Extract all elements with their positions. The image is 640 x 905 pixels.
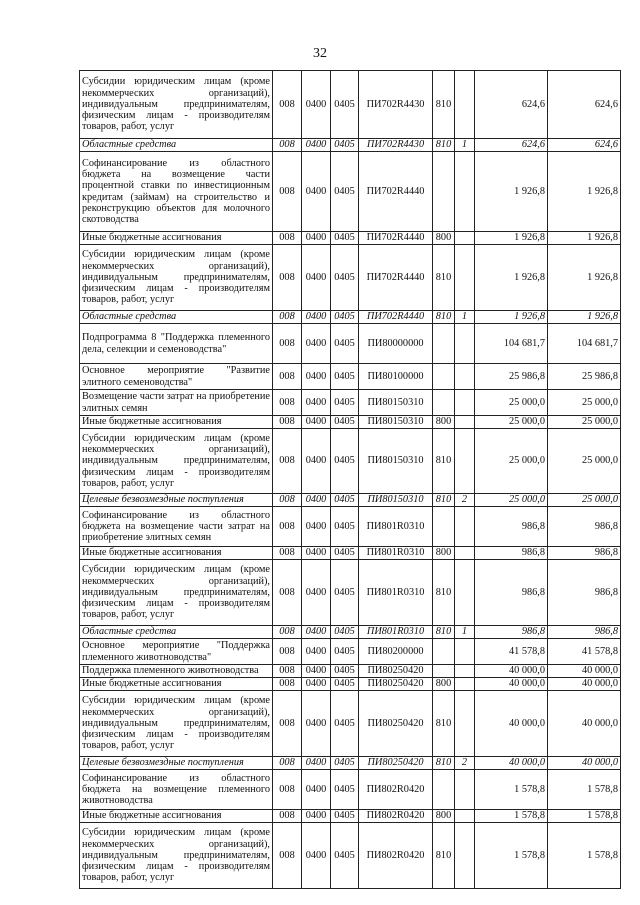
subsection-code-cell: 0405 [331,152,359,232]
table-row [80,71,621,139]
expense-type-code-cell [433,390,455,416]
subsection-code-cell: 0405 [331,678,359,691]
subsection-code-cell: 0405 [331,547,359,560]
funding-source-cell [455,245,475,311]
amount-year2-cell: 1 578,8 [548,823,621,889]
amount-year2-cell: 104 681,7 [548,324,621,364]
funding-source-row [80,494,621,507]
funding-source-cell [455,691,475,757]
ministry-code-cell: 008 [273,416,302,429]
section-code-cell: 0400 [302,311,331,324]
row-name-cell: Субсидии юридическим лицам (кроме некоммерческих организаций), индивидуальным предпринимателям, физическим лицам - производителям товаров, работ, услуг [80,71,273,139]
funding-source-cell: 1 [455,139,475,152]
amount-year1-cell: 1 578,8 [475,770,548,810]
subsection-code-cell: 0405 [331,71,359,139]
funding-source-cell [455,232,475,245]
row-name-cell: Иные бюджетные ассигнования [80,547,273,560]
amount-year2-cell: 986,8 [548,626,621,639]
funding-source-cell [455,324,475,364]
section-code-cell: 0400 [302,429,331,494]
expense-type-code-cell: 810 [433,71,455,139]
expense-type-code-cell: 810 [433,139,455,152]
funding-source-row [80,311,621,324]
amount-year2-cell: 25 986,8 [548,364,621,390]
row-name-cell: Иные бюджетные ассигнования [80,810,273,823]
table-row [80,364,621,390]
expense-type-code-cell [433,152,455,232]
section-code-cell: 0400 [302,691,331,757]
row-name-cell: Субсидии юридическим лицам (кроме некоммерческих организаций), индивидуальным предпринимателям, физическим лицам - производителям товаров, работ, услуг [80,691,273,757]
row-name-cell: Софинансирование из областного бюджета на возмещение части процентной ставки по инвестиционным кредитам (займам) на строительство и реконструкцию объектов для молочного скотоводства [80,152,273,232]
row-name-cell: Подпрограмма 8 "Поддержка племенного дела, селекции и семеноводства" [80,324,273,364]
funding-source-cell: 1 [455,311,475,324]
expense-type-code-cell: 810 [433,757,455,770]
row-name-cell: Иные бюджетные ассигнования [80,416,273,429]
funding-source-cell [455,823,475,889]
expense-type-code-cell [433,770,455,810]
expense-type-code-cell: 810 [433,311,455,324]
amount-year1-cell: 1 926,8 [475,152,548,232]
row-name-cell: Основное мероприятие "Развитие элитного семеноводства" [80,364,273,390]
section-code-cell: 0400 [302,416,331,429]
row-name-cell: Поддержка племенного животноводства [80,665,273,678]
target-article-code-cell: ПИ702R4440 [359,311,433,324]
ministry-code-cell: 008 [273,139,302,152]
target-article-code-cell: ПИ80250420 [359,678,433,691]
amount-year2-cell: 41 578,8 [548,639,621,665]
amount-year2-cell: 1 578,8 [548,770,621,810]
subsection-code-cell: 0405 [331,507,359,547]
amount-year2-cell: 1 926,8 [548,152,621,232]
ministry-code-cell: 008 [273,770,302,810]
section-code-cell: 0400 [302,823,331,889]
amount-year1-cell: 1 926,8 [475,245,548,311]
target-article-code-cell: ПИ702R4430 [359,139,433,152]
subsection-code-cell: 0405 [331,626,359,639]
row-name-cell: Субсидии юридическим лицам (кроме некоммерческих организаций), индивидуальным предпринимателям, физическим лицам - производителям товаров, работ, услуг [80,245,273,311]
target-article-code-cell: ПИ801R0310 [359,547,433,560]
target-article-code-cell: ПИ802R0420 [359,823,433,889]
row-name-cell: Иные бюджетные ассигнования [80,678,273,691]
row-name-cell: Возмещение части затрат на приобретение элитных семян [80,390,273,416]
expense-type-code-cell: 810 [433,691,455,757]
table-row [80,324,621,364]
amount-year2-cell: 624,6 [548,71,621,139]
table-row [80,232,621,245]
ministry-code-cell: 008 [273,364,302,390]
expense-type-code-cell: 800 [433,232,455,245]
subsection-code-cell: 0405 [331,639,359,665]
section-code-cell: 0400 [302,494,331,507]
funding-source-cell [455,429,475,494]
expense-type-code-cell [433,639,455,665]
amount-year1-cell: 25 000,0 [475,494,548,507]
table-row [80,390,621,416]
ministry-code-cell: 008 [273,245,302,311]
subsection-code-cell: 0405 [331,770,359,810]
ministry-code-cell: 008 [273,152,302,232]
ministry-code-cell: 008 [273,494,302,507]
amount-year2-cell: 1 926,8 [548,311,621,324]
target-article-code-cell: ПИ801R0310 [359,507,433,547]
table-row [80,416,621,429]
target-article-code-cell: ПИ702R4440 [359,245,433,311]
target-article-code-cell: ПИ802R0420 [359,770,433,810]
amount-year1-cell: 1 926,8 [475,311,548,324]
amount-year1-cell: 40 000,0 [475,691,548,757]
table-row [80,429,621,494]
ministry-code-cell: 008 [273,311,302,324]
subsection-code-cell: 0405 [331,324,359,364]
row-name-cell: Целевые безвозмездные поступления [80,494,273,507]
row-name-cell: Целевые безвозмездные поступления [80,757,273,770]
row-name-cell: Иные бюджетные ассигнования [80,232,273,245]
amount-year1-cell: 25 986,8 [475,364,548,390]
subsection-code-cell: 0405 [331,311,359,324]
target-article-code-cell: ПИ80000000 [359,324,433,364]
amount-year1-cell: 40 000,0 [475,757,548,770]
funding-source-cell [455,810,475,823]
amount-year2-cell: 40 000,0 [548,691,621,757]
amount-year1-cell: 1 578,8 [475,810,548,823]
target-article-code-cell: ПИ802R0420 [359,810,433,823]
expense-type-code-cell: 810 [433,626,455,639]
funding-source-row [80,626,621,639]
amount-year2-cell: 25 000,0 [548,494,621,507]
row-name-cell: Софинансирование из областного бюджета на возмещение племенного животноводства [80,770,273,810]
amount-year2-cell: 624,6 [548,139,621,152]
amount-year1-cell: 1 926,8 [475,232,548,245]
table-row [80,770,621,810]
expense-type-code-cell: 810 [433,823,455,889]
ministry-code-cell: 008 [273,507,302,547]
section-code-cell: 0400 [302,390,331,416]
amount-year1-cell: 25 000,0 [475,429,548,494]
funding-source-cell [455,152,475,232]
subsection-code-cell: 0405 [331,691,359,757]
table-row [80,560,621,626]
expense-type-code-cell [433,507,455,547]
expense-type-code-cell: 800 [433,810,455,823]
section-code-cell: 0400 [302,364,331,390]
funding-source-cell [455,639,475,665]
expense-type-code-cell: 810 [433,494,455,507]
section-code-cell: 0400 [302,324,331,364]
expense-type-code-cell [433,324,455,364]
target-article-code-cell: ПИ80250420 [359,665,433,678]
subsection-code-cell: 0405 [331,390,359,416]
table-row [80,665,621,678]
section-code-cell: 0400 [302,547,331,560]
target-article-code-cell: ПИ702R4430 [359,71,433,139]
row-name-cell: Субсидии юридическим лицам (кроме некоммерческих организаций), индивидуальным предпринимателям, физическим лицам - производителям товаров, работ, услуг [80,823,273,889]
ministry-code-cell: 008 [273,691,302,757]
amount-year2-cell: 25 000,0 [548,429,621,494]
funding-source-cell: 2 [455,757,475,770]
row-name-cell: Софинансирование из областного бюджета на возмещение части затрат на приобретение элитных семян [80,507,273,547]
amount-year2-cell: 986,8 [548,560,621,626]
row-name-cell: Областные средства [80,311,273,324]
table-row [80,507,621,547]
subsection-code-cell: 0405 [331,232,359,245]
amount-year1-cell: 986,8 [475,560,548,626]
row-name-cell: Областные средства [80,626,273,639]
ministry-code-cell: 008 [273,626,302,639]
funding-source-cell [455,560,475,626]
table-row [80,823,621,889]
amount-year1-cell: 986,8 [475,507,548,547]
amount-year1-cell: 624,6 [475,71,548,139]
table-row [80,691,621,757]
target-article-code-cell: ПИ80200000 [359,639,433,665]
amount-year2-cell: 25 000,0 [548,390,621,416]
section-code-cell: 0400 [302,757,331,770]
amount-year2-cell: 986,8 [548,547,621,560]
subsection-code-cell: 0405 [331,810,359,823]
section-code-cell: 0400 [302,139,331,152]
table-row [80,678,621,691]
ministry-code-cell: 008 [273,665,302,678]
ministry-code-cell: 008 [273,757,302,770]
table-row [80,152,621,232]
subsection-code-cell: 0405 [331,665,359,678]
amount-year2-cell: 40 000,0 [548,665,621,678]
target-article-code-cell: ПИ80150310 [359,494,433,507]
subsection-code-cell: 0405 [331,139,359,152]
subsection-code-cell: 0405 [331,757,359,770]
funding-source-cell [455,678,475,691]
funding-source-cell [455,416,475,429]
amount-year2-cell: 40 000,0 [548,678,621,691]
target-article-code-cell: ПИ702R4440 [359,232,433,245]
amount-year2-cell: 1 926,8 [548,232,621,245]
funding-source-cell [455,547,475,560]
section-code-cell: 0400 [302,245,331,311]
target-article-code-cell: ПИ80250420 [359,757,433,770]
funding-source-cell [455,390,475,416]
expense-type-code-cell: 800 [433,416,455,429]
funding-source-cell [455,507,475,547]
section-code-cell: 0400 [302,678,331,691]
amount-year1-cell: 986,8 [475,547,548,560]
expense-type-code-cell: 810 [433,429,455,494]
amount-year1-cell: 624,6 [475,139,548,152]
amount-year1-cell: 1 578,8 [475,823,548,889]
ministry-code-cell: 008 [273,71,302,139]
section-code-cell: 0400 [302,639,331,665]
ministry-code-cell: 008 [273,639,302,665]
amount-year1-cell: 986,8 [475,626,548,639]
amount-year2-cell: 1 926,8 [548,245,621,311]
funding-source-cell [455,364,475,390]
subsection-code-cell: 0405 [331,364,359,390]
ministry-code-cell: 008 [273,823,302,889]
expense-type-code-cell: 800 [433,678,455,691]
funding-source-cell [455,71,475,139]
amount-year1-cell: 41 578,8 [475,639,548,665]
target-article-code-cell: ПИ80150310 [359,429,433,494]
amount-year2-cell: 25 000,0 [548,416,621,429]
target-article-code-cell: ПИ80150310 [359,416,433,429]
funding-source-cell: 2 [455,494,475,507]
amount-year1-cell: 104 681,7 [475,324,548,364]
amount-year2-cell: 40 000,0 [548,757,621,770]
section-code-cell: 0400 [302,626,331,639]
amount-year1-cell: 25 000,0 [475,390,548,416]
budget-table [79,70,621,889]
table-row [80,810,621,823]
funding-source-cell: 1 [455,626,475,639]
subsection-code-cell: 0405 [331,494,359,507]
ministry-code-cell: 008 [273,390,302,416]
section-code-cell: 0400 [302,232,331,245]
subsection-code-cell: 0405 [331,823,359,889]
row-name-cell: Субсидии юридическим лицам (кроме некоммерческих организаций), индивидуальным предпринимателям, физическим лицам - производителям товаров, работ, услуг [80,429,273,494]
subsection-code-cell: 0405 [331,416,359,429]
table-row [80,547,621,560]
ministry-code-cell: 008 [273,324,302,364]
expense-type-code-cell: 810 [433,245,455,311]
target-article-code-cell: ПИ801R0310 [359,560,433,626]
ministry-code-cell: 008 [273,810,302,823]
subsection-code-cell: 0405 [331,560,359,626]
row-name-cell: Субсидии юридическим лицам (кроме некоммерческих организаций), индивидуальным предпринимателям, физическим лицам - производителям товаров, работ, услуг [80,560,273,626]
target-article-code-cell: ПИ80100000 [359,364,433,390]
ministry-code-cell: 008 [273,547,302,560]
row-name-cell: Областные средства [80,139,273,152]
expense-type-code-cell: 800 [433,547,455,560]
expense-type-code-cell: 810 [433,560,455,626]
ministry-code-cell: 008 [273,560,302,626]
target-article-code-cell: ПИ702R4440 [359,152,433,232]
row-name-cell: Основное мероприятие "Поддержка племенного животноводства" [80,639,273,665]
amount-year1-cell: 25 000,0 [475,416,548,429]
amount-year1-cell: 40 000,0 [475,665,548,678]
funding-source-row [80,757,621,770]
page-number: 32 [313,46,327,61]
budget-table-body [80,71,621,889]
amount-year2-cell: 1 578,8 [548,810,621,823]
subsection-code-cell: 0405 [331,429,359,494]
funding-source-row [80,139,621,152]
section-code-cell: 0400 [302,810,331,823]
target-article-code-cell: ПИ80150310 [359,390,433,416]
funding-source-cell [455,770,475,810]
subsection-code-cell: 0405 [331,245,359,311]
ministry-code-cell: 008 [273,678,302,691]
target-article-code-cell: ПИ801R0310 [359,626,433,639]
amount-year1-cell: 40 000,0 [475,678,548,691]
amount-year2-cell: 986,8 [548,507,621,547]
target-article-code-cell: ПИ80250420 [359,691,433,757]
ministry-code-cell: 008 [273,232,302,245]
section-code-cell: 0400 [302,152,331,232]
section-code-cell: 0400 [302,665,331,678]
section-code-cell: 0400 [302,560,331,626]
table-row [80,639,621,665]
section-code-cell: 0400 [302,507,331,547]
expense-type-code-cell [433,665,455,678]
section-code-cell: 0400 [302,71,331,139]
table-row [80,245,621,311]
ministry-code-cell: 008 [273,429,302,494]
section-code-cell: 0400 [302,770,331,810]
expense-type-code-cell [433,364,455,390]
funding-source-cell [455,665,475,678]
